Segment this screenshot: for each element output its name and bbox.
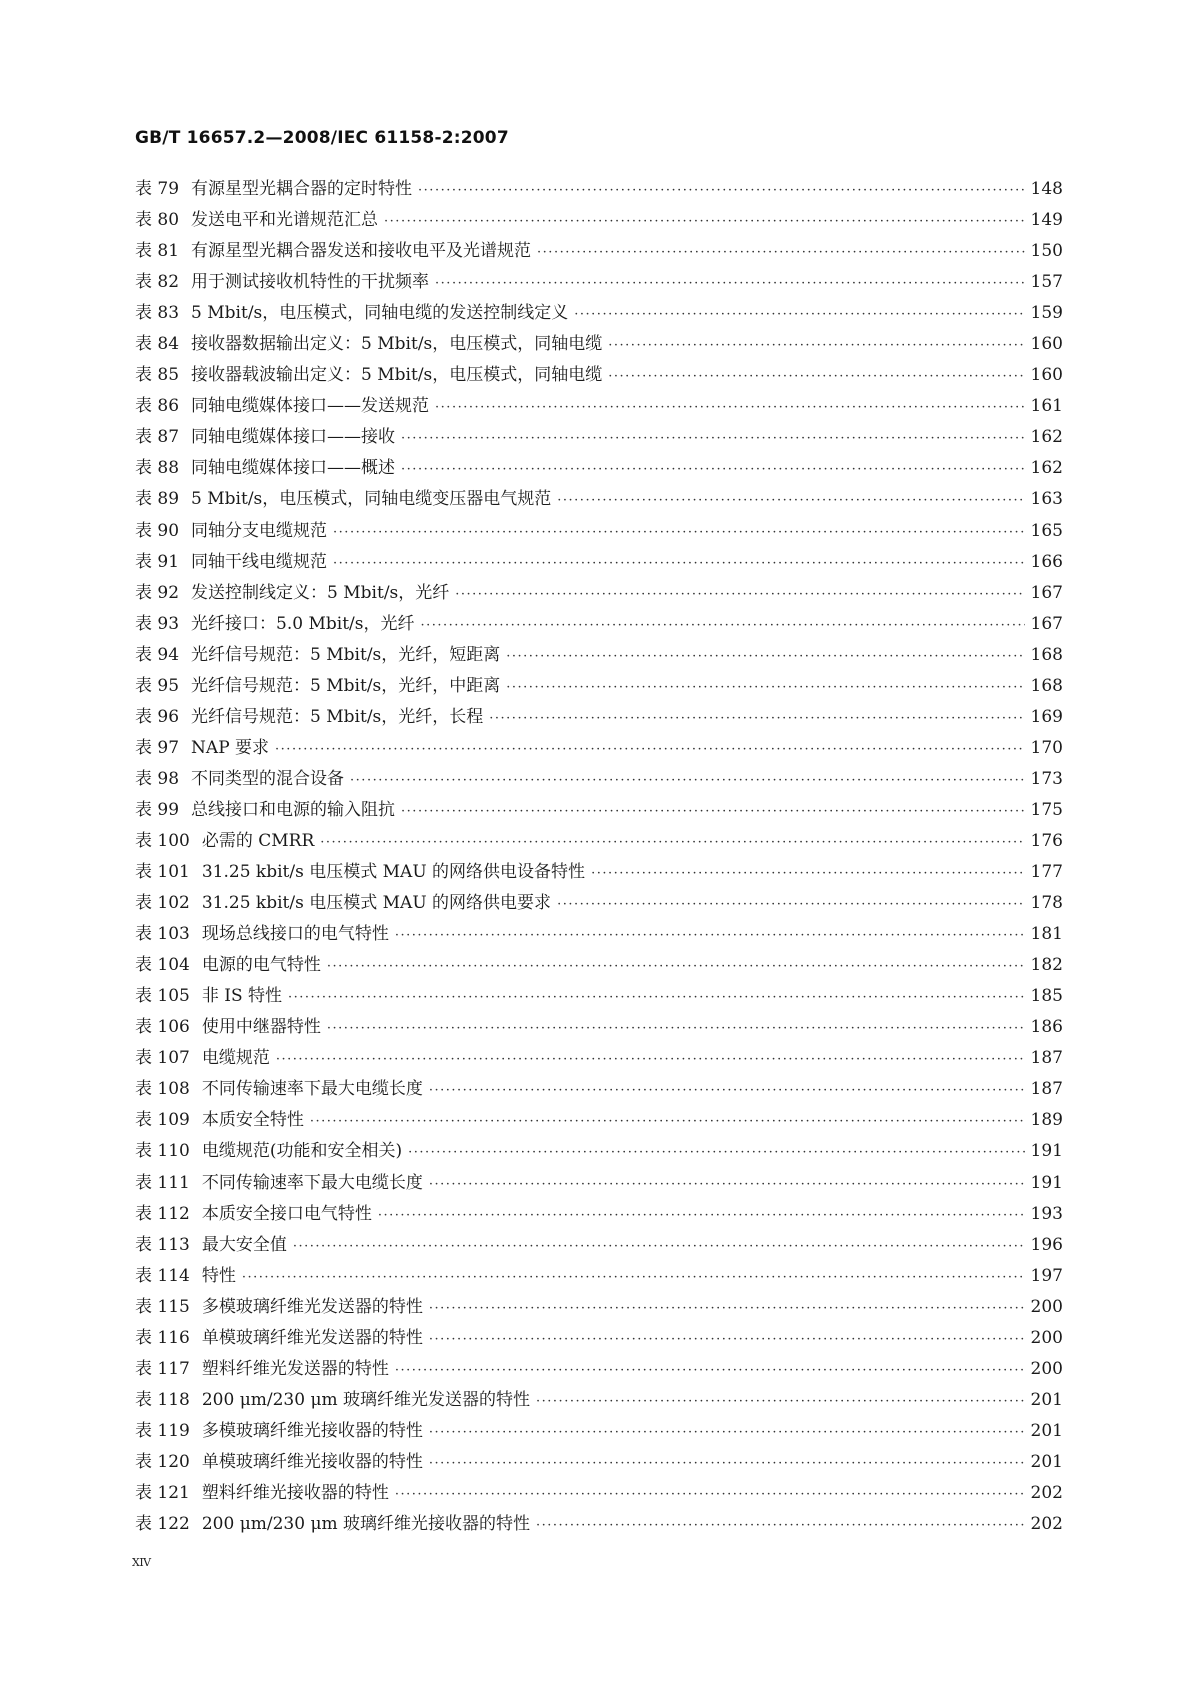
toc-page-number: 185 <box>1030 986 1063 1007</box>
toc-title: 单模玻璃纤维光接收器的特性 <box>201 1451 423 1472</box>
toc-table-number: 表 79 <box>135 179 180 199</box>
toc-dot-leader <box>288 988 1025 1008</box>
toc-entry[interactable] <box>135 365 1063 396</box>
toc-table-number: 表 109 <box>135 1110 190 1131</box>
toc-table-number: 表 106 <box>135 1017 190 1038</box>
toc-table-number: 表 85 <box>135 365 180 386</box>
toc-dot-leader <box>395 1361 1025 1381</box>
toc-table-number: 表 117 <box>135 1358 190 1379</box>
toc-table-number: 表 120 <box>135 1451 190 1472</box>
toc-table-number: 表 111 <box>135 1172 190 1193</box>
toc-entry[interactable] <box>135 800 1063 831</box>
toc-page-number: 196 <box>1030 1234 1063 1255</box>
toc-entry[interactable] <box>135 303 1063 334</box>
toc-entry[interactable] <box>135 1079 1063 1110</box>
toc-page-number: 160 <box>1030 334 1063 355</box>
toc-entry[interactable] <box>135 707 1063 738</box>
toc-dot-leader <box>591 864 1024 884</box>
toc-page-number: 162 <box>1030 427 1063 448</box>
toc-entry[interactable] <box>135 862 1063 893</box>
toc-title: 电缆规范(功能和安全相关) <box>201 1141 403 1162</box>
toc-entry[interactable] <box>135 893 1063 924</box>
toc-title: 同轴电缆媒体接口——发送规范 <box>191 396 430 417</box>
toc-table-number: 表 81 <box>135 241 180 262</box>
toc-page-number: 200 <box>1030 1358 1063 1379</box>
toc-dot-leader <box>350 771 1025 791</box>
toc-entry[interactable] <box>135 521 1063 552</box>
toc-title: 电源的电气特性 <box>201 955 321 976</box>
toc-entry[interactable] <box>135 1328 1063 1359</box>
toc-title: 塑料纤维光发送器的特性 <box>201 1358 389 1379</box>
toc-page-number: 186 <box>1030 1017 1063 1038</box>
toc-title: 非 IS 特性 <box>201 986 283 1007</box>
toc-entry[interactable] <box>135 738 1063 769</box>
toc-table-number: 表 115 <box>135 1296 190 1317</box>
toc-table-number: 表 122 <box>135 1514 190 1535</box>
toc-entry[interactable] <box>135 458 1063 489</box>
toc-entry[interactable] <box>135 241 1063 272</box>
toc-page-number: 181 <box>1030 924 1063 945</box>
page-number: XIV <box>132 1556 151 1569</box>
toc-table-number: 表 101 <box>135 862 190 883</box>
toc-entry[interactable] <box>135 1390 1063 1421</box>
toc-table-number: 表 114 <box>135 1265 190 1286</box>
toc-page-number: 160 <box>1030 365 1063 386</box>
toc-page-number: 191 <box>1030 1141 1063 1162</box>
toc-dot-leader <box>574 305 1024 325</box>
toc-dot-leader <box>608 367 1024 387</box>
toc-entry[interactable] <box>135 831 1063 862</box>
toc-page-number: 189 <box>1030 1110 1063 1131</box>
toc-table-number: 表 83 <box>135 303 180 324</box>
toc-table-number: 表 108 <box>135 1079 190 1100</box>
toc-title: 不同传输速率下最大电缆长度 <box>201 1172 423 1193</box>
toc-table-number: 表 96 <box>135 706 180 727</box>
toc-title: 同轴电缆媒体接口——概述 <box>191 458 396 479</box>
toc-table-number: 表 105 <box>135 986 190 1007</box>
document-header: GB/T 16657.2—2008/IEC 61158-2:2007 <box>135 128 509 148</box>
toc-title: 光纤接口：5.0 Mbit/s，光纤 <box>191 613 415 634</box>
toc-entry[interactable] <box>135 1110 1063 1141</box>
toc-table-number: 表 100 <box>135 830 190 851</box>
toc-title: 接收器载波输出定义：5 Mbit/s，电压模式，同轴电缆 <box>191 365 603 386</box>
toc-title: 不同传输速率下最大电缆长度 <box>201 1079 423 1100</box>
toc-dot-leader <box>378 1206 1025 1226</box>
toc-table-number: 表 89 <box>135 489 180 510</box>
toc-table-number: 表 103 <box>135 924 190 945</box>
toc-title: 特性 <box>201 1265 236 1286</box>
toc-dot-leader <box>537 243 1025 263</box>
toc-table-number: 表 118 <box>135 1389 190 1410</box>
toc-title: 用于测试接收机特性的干扰频率 <box>191 272 430 293</box>
toc-dot-leader <box>536 1392 1025 1412</box>
toc-dot-leader <box>333 523 1025 543</box>
toc-title: 光纤信号规范：5 Mbit/s，光纤，中距离 <box>191 675 501 696</box>
toc-page-number: 159 <box>1030 303 1063 324</box>
toc-entry[interactable] <box>135 955 1063 986</box>
toc-page-number: 191 <box>1030 1172 1063 1193</box>
toc-table-number: 表 97 <box>135 737 180 758</box>
toc-title: 同轴干线电缆规范 <box>191 551 328 572</box>
toc-dot-leader <box>421 616 1025 636</box>
toc-entry[interactable] <box>135 1483 1063 1514</box>
toc-entry[interactable] <box>135 1297 1063 1328</box>
toc-dot-leader <box>327 957 1025 977</box>
toc-title: 同轴分支电缆规范 <box>191 520 328 541</box>
toc-page-number: 167 <box>1030 613 1063 634</box>
toc-page-number: 165 <box>1030 520 1063 541</box>
toc-dot-leader <box>327 1019 1025 1039</box>
toc-page-number: 167 <box>1030 582 1063 603</box>
toc-dot-leader <box>242 1268 1025 1288</box>
toc-title: 使用中继器特性 <box>201 1017 321 1038</box>
toc-dot-leader <box>395 1485 1025 1505</box>
toc-dot-leader <box>275 740 1025 760</box>
toc-title: 发送电平和光谱规范汇总 <box>191 210 379 231</box>
toc-table-number: 表 94 <box>135 644 180 665</box>
toc-entry[interactable] <box>135 1235 1063 1266</box>
toc-page-number: 149 <box>1030 210 1063 231</box>
toc-entry[interactable] <box>135 1421 1063 1452</box>
toc-page-number: 202 <box>1030 1482 1063 1503</box>
toc-title: 多模玻璃纤维光接收器的特性 <box>201 1420 423 1441</box>
toc-dot-leader <box>557 491 1024 511</box>
toc-table-number: 表 87 <box>135 427 180 448</box>
toc-title: 同轴电缆媒体接口——接收 <box>191 427 396 448</box>
toc-table-number: 表 95 <box>135 675 180 696</box>
toc-dot-leader <box>429 1454 1025 1474</box>
toc-table-number: 表 82 <box>135 272 180 293</box>
toc-entry[interactable] <box>135 1452 1063 1483</box>
toc-entry[interactable] <box>135 334 1063 365</box>
toc-table-number: 表 80 <box>135 210 180 231</box>
toc-page-number: 193 <box>1030 1203 1063 1224</box>
toc-table-number: 表 91 <box>135 551 180 572</box>
toc-entry[interactable] <box>135 210 1063 241</box>
toc-title: 本质安全特性 <box>201 1110 304 1131</box>
toc-entry[interactable] <box>135 1266 1063 1297</box>
toc-page-number: 200 <box>1030 1327 1063 1348</box>
toc-dot-leader <box>429 1299 1025 1319</box>
toc-page-number: 177 <box>1030 862 1063 883</box>
toc-title: 接收器数据输出定义：5 Mbit/s，电压模式，同轴电缆 <box>191 334 603 355</box>
toc-table-number: 表 112 <box>135 1203 190 1224</box>
toc-page-number: 176 <box>1030 830 1063 851</box>
table-of-contents <box>135 179 1063 1545</box>
toc-page-number: 161 <box>1030 396 1063 417</box>
toc-page-number: 173 <box>1030 768 1063 789</box>
toc-dot-leader <box>429 1330 1025 1350</box>
toc-dot-leader <box>401 802 1025 822</box>
toc-page-number: 175 <box>1030 799 1063 820</box>
toc-entry[interactable] <box>135 986 1063 1017</box>
toc-title: 200 μm/230 μm 玻璃纤维光发送器的特性 <box>201 1389 531 1410</box>
toc-title: 本质安全接口电气特性 <box>201 1203 372 1224</box>
toc-entry[interactable] <box>135 924 1063 955</box>
toc-table-number: 表 88 <box>135 458 180 479</box>
toc-table-number: 表 99 <box>135 799 180 820</box>
toc-page-number: 200 <box>1030 1296 1063 1317</box>
toc-title: 光纤信号规范：5 Mbit/s，光纤，长程 <box>191 706 484 727</box>
toc-title: 5 Mbit/s，电压模式，同轴电缆的发送控制线定义 <box>191 303 569 324</box>
toc-entry[interactable] <box>135 1514 1063 1545</box>
toc-title: 必需的 CMRR <box>201 830 315 851</box>
toc-dot-leader <box>536 1516 1025 1536</box>
toc-page-number: 202 <box>1030 1514 1063 1535</box>
toc-page-number: 166 <box>1030 551 1063 572</box>
toc-entry[interactable] <box>135 1017 1063 1048</box>
toc-entry[interactable] <box>135 1048 1063 1079</box>
toc-table-number: 表 98 <box>135 768 180 789</box>
toc-page-number: 201 <box>1030 1389 1063 1410</box>
toc-page-number: 168 <box>1030 644 1063 665</box>
toc-table-number: 表 84 <box>135 334 180 355</box>
toc-dot-leader <box>429 1423 1025 1443</box>
toc-page-number: 168 <box>1030 675 1063 696</box>
toc-page-number: 197 <box>1030 1265 1063 1286</box>
toc-dot-leader <box>435 398 1025 418</box>
toc-page-number: 187 <box>1030 1048 1063 1069</box>
toc-table-number: 表 121 <box>135 1482 190 1503</box>
toc-table-number: 表 92 <box>135 582 180 603</box>
toc-entry[interactable] <box>135 583 1063 614</box>
toc-table-number: 表 104 <box>135 955 190 976</box>
toc-title: 发送控制线定义：5 Mbit/s，光纤 <box>191 582 450 603</box>
toc-title: 有源星型光耦合器发送和接收电平及光谱规范 <box>191 241 532 262</box>
toc-page-number: 178 <box>1030 893 1063 914</box>
toc-page-number: 187 <box>1030 1079 1063 1100</box>
toc-dot-leader <box>455 585 1024 605</box>
toc-table-number: 表 90 <box>135 520 180 541</box>
toc-entry[interactable] <box>135 272 1063 303</box>
toc-dot-leader <box>435 274 1025 294</box>
toc-page-number: 182 <box>1030 955 1063 976</box>
toc-dot-leader <box>429 1081 1025 1101</box>
toc-entry[interactable] <box>135 769 1063 800</box>
toc-dot-leader <box>408 1143 1024 1163</box>
toc-title: 现场总线接口的电气特性 <box>201 924 389 945</box>
toc-entry[interactable] <box>135 1359 1063 1390</box>
toc-entry[interactable] <box>135 1173 1063 1204</box>
toc-page-number: 148 <box>1030 179 1063 199</box>
toc-page-number: 201 <box>1030 1420 1063 1441</box>
toc-page-number: 169 <box>1030 706 1063 727</box>
toc-page-number: 201 <box>1030 1451 1063 1472</box>
toc-dot-leader <box>333 554 1025 574</box>
toc-table-number: 表 107 <box>135 1048 190 1069</box>
toc-dot-leader <box>429 1175 1025 1195</box>
toc-entry[interactable] <box>135 676 1063 707</box>
toc-dot-leader <box>557 895 1024 915</box>
toc-page-number: 163 <box>1030 489 1063 510</box>
toc-dot-leader <box>293 1237 1025 1257</box>
toc-dot-leader <box>384 212 1025 232</box>
toc-table-number: 表 93 <box>135 613 180 634</box>
toc-dot-leader <box>506 678 1024 698</box>
toc-entry[interactable] <box>135 1204 1063 1235</box>
toc-entry[interactable] <box>135 396 1063 427</box>
toc-entry[interactable] <box>135 1141 1063 1172</box>
toc-dot-leader <box>608 336 1024 356</box>
toc-dot-leader <box>320 833 1024 853</box>
toc-table-number: 表 102 <box>135 893 190 914</box>
toc-entry[interactable] <box>135 614 1063 645</box>
toc-title: 总线接口和电源的输入阻抗 <box>191 799 396 820</box>
toc-title: 31.25 kbit/s 电压模式 MAU 的网络供电要求 <box>201 893 552 914</box>
toc-dot-leader <box>489 709 1024 729</box>
toc-title: 不同类型的混合设备 <box>191 768 345 789</box>
toc-dot-leader <box>310 1112 1025 1132</box>
toc-entry[interactable] <box>135 427 1063 458</box>
toc-dot-leader <box>401 460 1025 480</box>
toc-table-number: 表 113 <box>135 1234 190 1255</box>
toc-title: 塑料纤维光接收器的特性 <box>201 1482 389 1503</box>
toc-page-number: 150 <box>1030 241 1063 262</box>
toc-page-number: 170 <box>1030 737 1063 758</box>
toc-table-number: 表 110 <box>135 1141 190 1162</box>
toc-dot-leader <box>276 1050 1025 1070</box>
toc-entry[interactable] <box>135 489 1063 520</box>
toc-dot-leader <box>395 926 1025 946</box>
toc-dot-leader <box>506 647 1024 667</box>
toc-table-number: 表 86 <box>135 396 180 417</box>
toc-page-number: 162 <box>1030 458 1063 479</box>
toc-title: 单模玻璃纤维光发送器的特性 <box>201 1327 423 1348</box>
toc-entry[interactable] <box>135 179 1063 210</box>
toc-table-number: 表 119 <box>135 1420 190 1441</box>
toc-dot-leader <box>418 181 1025 201</box>
toc-title: 31.25 kbit/s 电压模式 MAU 的网络供电设备特性 <box>201 862 586 883</box>
toc-title: NAP 要求 <box>191 737 270 758</box>
toc-page-number: 157 <box>1030 272 1063 293</box>
toc-title: 电缆规范 <box>201 1048 270 1069</box>
toc-entry[interactable] <box>135 552 1063 583</box>
toc-title: 最大安全值 <box>201 1234 287 1255</box>
toc-entry[interactable] <box>135 645 1063 676</box>
toc-title: 多模玻璃纤维光发送器的特性 <box>201 1296 423 1317</box>
toc-title: 200 μm/230 μm 玻璃纤维光接收器的特性 <box>201 1514 531 1535</box>
toc-table-number: 表 116 <box>135 1327 190 1348</box>
toc-dot-leader <box>401 429 1025 449</box>
toc-title: 光纤信号规范：5 Mbit/s，光纤，短距离 <box>191 644 501 665</box>
toc-title: 有源星型光耦合器的定时特性 <box>191 179 413 199</box>
toc-title: 5 Mbit/s，电压模式，同轴电缆变压器电气规范 <box>191 489 552 510</box>
